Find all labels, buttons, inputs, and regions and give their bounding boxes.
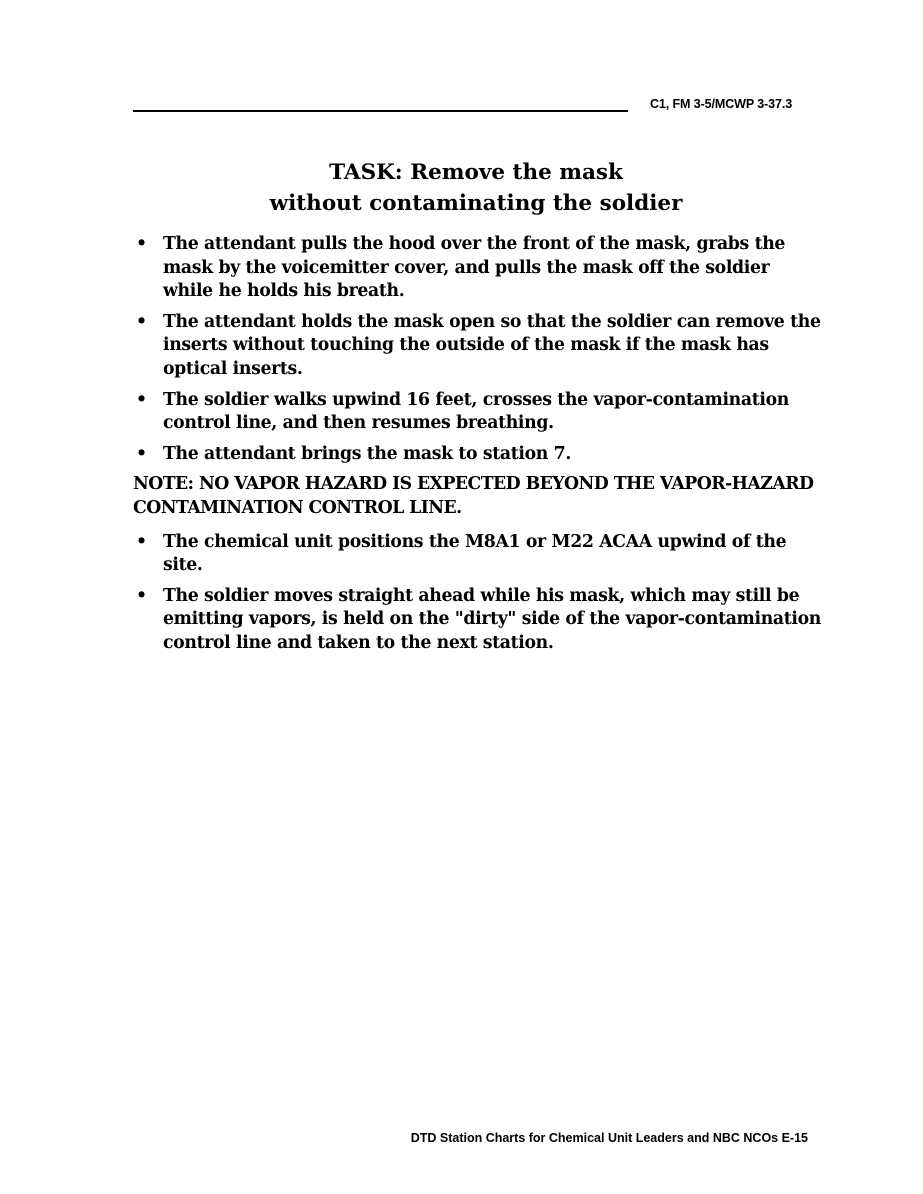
hazard-note: NOTE: NO VAPOR HAZARD IS EXPECTED BEYOND THE VAPOR-HAZARD CONTAMINATION CONTROL LINE.: [133, 474, 814, 518]
task-title-line-1: TASK: Remove the mask: [329, 160, 623, 185]
list-item-text: The soldier walks upwind 16 feet, crosses the vapor-contamination control line, and then resumes breathing.: [163, 389, 789, 434]
list-item: [133, 311, 823, 382]
bullet-list-steps: [133, 233, 823, 466]
task-title: [133, 157, 819, 219]
list-item: [133, 531, 823, 578]
list-item: [133, 233, 823, 304]
list-item-text: The attendant pulls the hood over the front of the mask, grabs the mask by the voicemitter cover, and pulls the mask off the soldier while he holds his breath.: [163, 234, 786, 302]
header-doc-ref: C1, FM 3-5/MCWP 3-37.3: [650, 97, 793, 111]
list-item-text: The attendant brings the mask to station 7.: [163, 443, 571, 464]
bullet-list-followup: [133, 531, 823, 656]
bullet-icon: •: [136, 585, 147, 606]
header-rule: [133, 110, 628, 112]
list-item: [133, 389, 823, 436]
bullet-icon: •: [136, 389, 147, 410]
page-footer: DTD Station Charts for Chemical Unit Leaders and NBC NCOs E-15: [410, 1131, 808, 1145]
list-item-text: The soldier moves straight ahead while his mask, which may still be emitting vapors, is held on the "dirty" side of the vapor-contamination control line and taken to the next station.: [163, 585, 821, 653]
task-title-line-2: without contaminating the soldier: [269, 191, 683, 216]
bullet-icon: •: [136, 531, 147, 552]
bullet-icon: •: [136, 311, 147, 332]
list-item-text: The chemical unit positions the M8A1 or M22 ACAA upwind of the site.: [163, 531, 787, 576]
list-item: [133, 585, 823, 656]
list-item-text: The attendant holds the mask open so that the soldier can remove the inserts without touching the outside of the mask if the mask has optical inserts.: [163, 311, 821, 379]
list-item: [133, 443, 823, 467]
task-content: [133, 233, 823, 663]
bullet-icon: •: [136, 234, 147, 254]
bullet-icon: •: [136, 443, 147, 464]
